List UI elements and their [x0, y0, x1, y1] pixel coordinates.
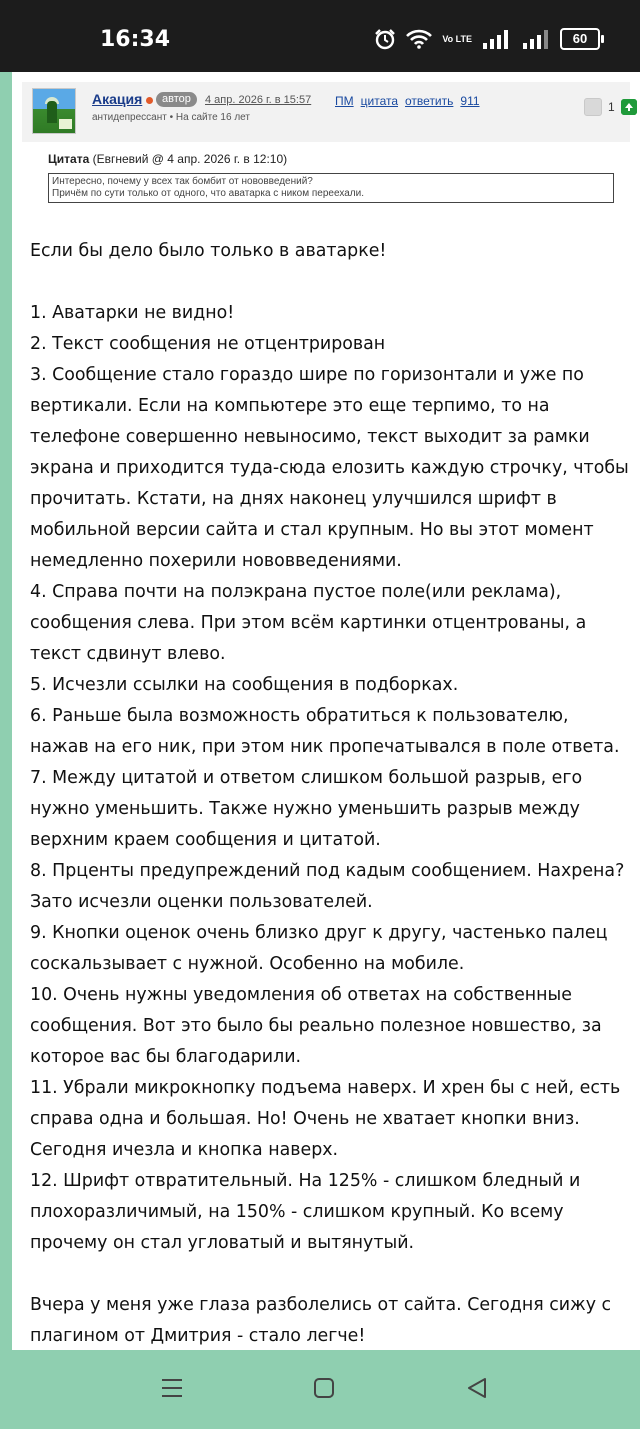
reply-link[interactable]: ответить — [405, 94, 454, 108]
signal-icon — [482, 29, 512, 49]
list-item: 11. Убрали микрокнопку подъема наверх. И хрен бы с ней, есть справа одна и большая. Но! Очень не хватает кнопки вниз. Сегодня ичезла и кнопка наверх. — [30, 1078, 621, 1160]
home-icon[interactable] — [312, 1376, 336, 1400]
back-icon[interactable] — [465, 1376, 489, 1400]
list-item: 9. Кнопки оценок очень близко друг к другу, частенько палец соскальзывает с нужной. Особенно на мобиле. — [30, 923, 608, 974]
rating-widget — [584, 98, 637, 116]
list-item: 10. Очень нужны уведомления об ответах на собственные сообщения. Вот это было бы реально полезное новшество, за которое вас бы благодарили. — [30, 985, 602, 1067]
quote-line: Причём по сути только от одного, что аватарка с ником переехали. — [52, 188, 364, 199]
quote-text — [48, 173, 614, 203]
navigation-bar — [0, 1350, 640, 1429]
page-margin — [0, 72, 12, 1350]
battery-icon: 60 — [560, 28, 600, 50]
post-actions — [335, 94, 480, 108]
username-link[interactable]: Акация — [92, 91, 143, 107]
author-badge: автор — [156, 92, 197, 107]
post-number-link[interactable]: 911 — [460, 94, 480, 108]
user-subtitle: антидепрессант • На сайте 16 лет — [92, 112, 250, 123]
alarm-icon — [374, 28, 396, 50]
post-date-link[interactable]: 4 апр. 2026 г. в 15:57 — [205, 94, 312, 106]
rate-down-button[interactable] — [584, 98, 602, 116]
list-item: 5. Исчезли ссылки на сообщения в подборках. — [30, 675, 459, 695]
list-item: 12. Шрифт отвратительный. На 125% - слишком бледный и плохоразличимый, на 150% - слишком крупный. Ко всему прочему он стал угловатый и вытянутый. — [30, 1171, 581, 1253]
quote-header — [48, 152, 614, 166]
avatar[interactable] — [32, 88, 76, 134]
body-paragraph: Если бы дело было только в аватарке! — [30, 241, 387, 261]
post-container — [12, 72, 640, 1350]
rate-up-button[interactable] — [621, 99, 637, 115]
body-paragraph: Вчера у меня уже глаза разболелись от сайта. Сегодня сижу с плагином от Дмитрия - стало легче! — [30, 1295, 612, 1346]
list-item: 2. Текст сообщения не отцентрирован — [30, 334, 386, 354]
rating-count: 1 — [608, 100, 615, 114]
quote-source: (Евгневий @ 4 апр. 2026 г. в 12:10) — [92, 152, 288, 166]
signal-icon-2 — [522, 29, 550, 49]
quote-label: Цитата — [48, 152, 90, 166]
post-body — [30, 236, 630, 1350]
status-bar — [0, 0, 640, 72]
post-header — [22, 82, 630, 142]
online-status-icon — [146, 97, 153, 104]
list-item: 6. Раньше была возможность обратиться к пользователю, нажав на его ник, при этом ник пропечатывался в поле ответа. — [30, 706, 620, 757]
pm-link[interactable]: ПМ — [335, 94, 354, 108]
body-spacer — [30, 267, 630, 298]
list-item: 8. Прценты предупреждений под кадым сообщением. Нахрена? Зато исчезли оценки пользователей. — [30, 861, 625, 912]
list-item: 3. Сообщение стало гораздо шире по горизонтали и уже по вертикали. Если на компьютере это еще терпимо, то на телефоне совершенно невыносимо, текст выходит за рамки экрана и приходится туда-сюда елозить каждую строчку, чтобы прочитать. Кстати, на днях наконец улучшился шрифт в мобильной версии сайта и стал крупным. Но вы этот момент немедленно похерили нововведениями. — [30, 365, 629, 571]
list-item: 4. Справа почти на полэкрана пустое поле(или реклама), сообщения слева. При этом всём картинки отцентрованы, а текст сдвинут влево. — [30, 582, 587, 664]
status-icons — [374, 28, 600, 50]
quote-block — [48, 152, 614, 203]
volte-icon: Vo LTE — [442, 34, 472, 44]
quote-line: Интересно, почему у всех так бомбит от нововведений? — [52, 176, 313, 187]
body-spacer — [30, 1259, 630, 1290]
wifi-icon — [406, 29, 432, 49]
list-item: 7. Между цитатой и ответом слишком большой разрыв, его нужно уменьшить. Также нужно уменьшить разрыв между верхним краем сообщения и цитатой. — [30, 768, 583, 850]
status-time: 16:34 — [100, 27, 171, 52]
menu-icon[interactable] — [160, 1376, 184, 1400]
list-item: 1. Аватарки не видно! — [30, 303, 235, 323]
quote-link[interactable]: цитата — [360, 94, 399, 108]
